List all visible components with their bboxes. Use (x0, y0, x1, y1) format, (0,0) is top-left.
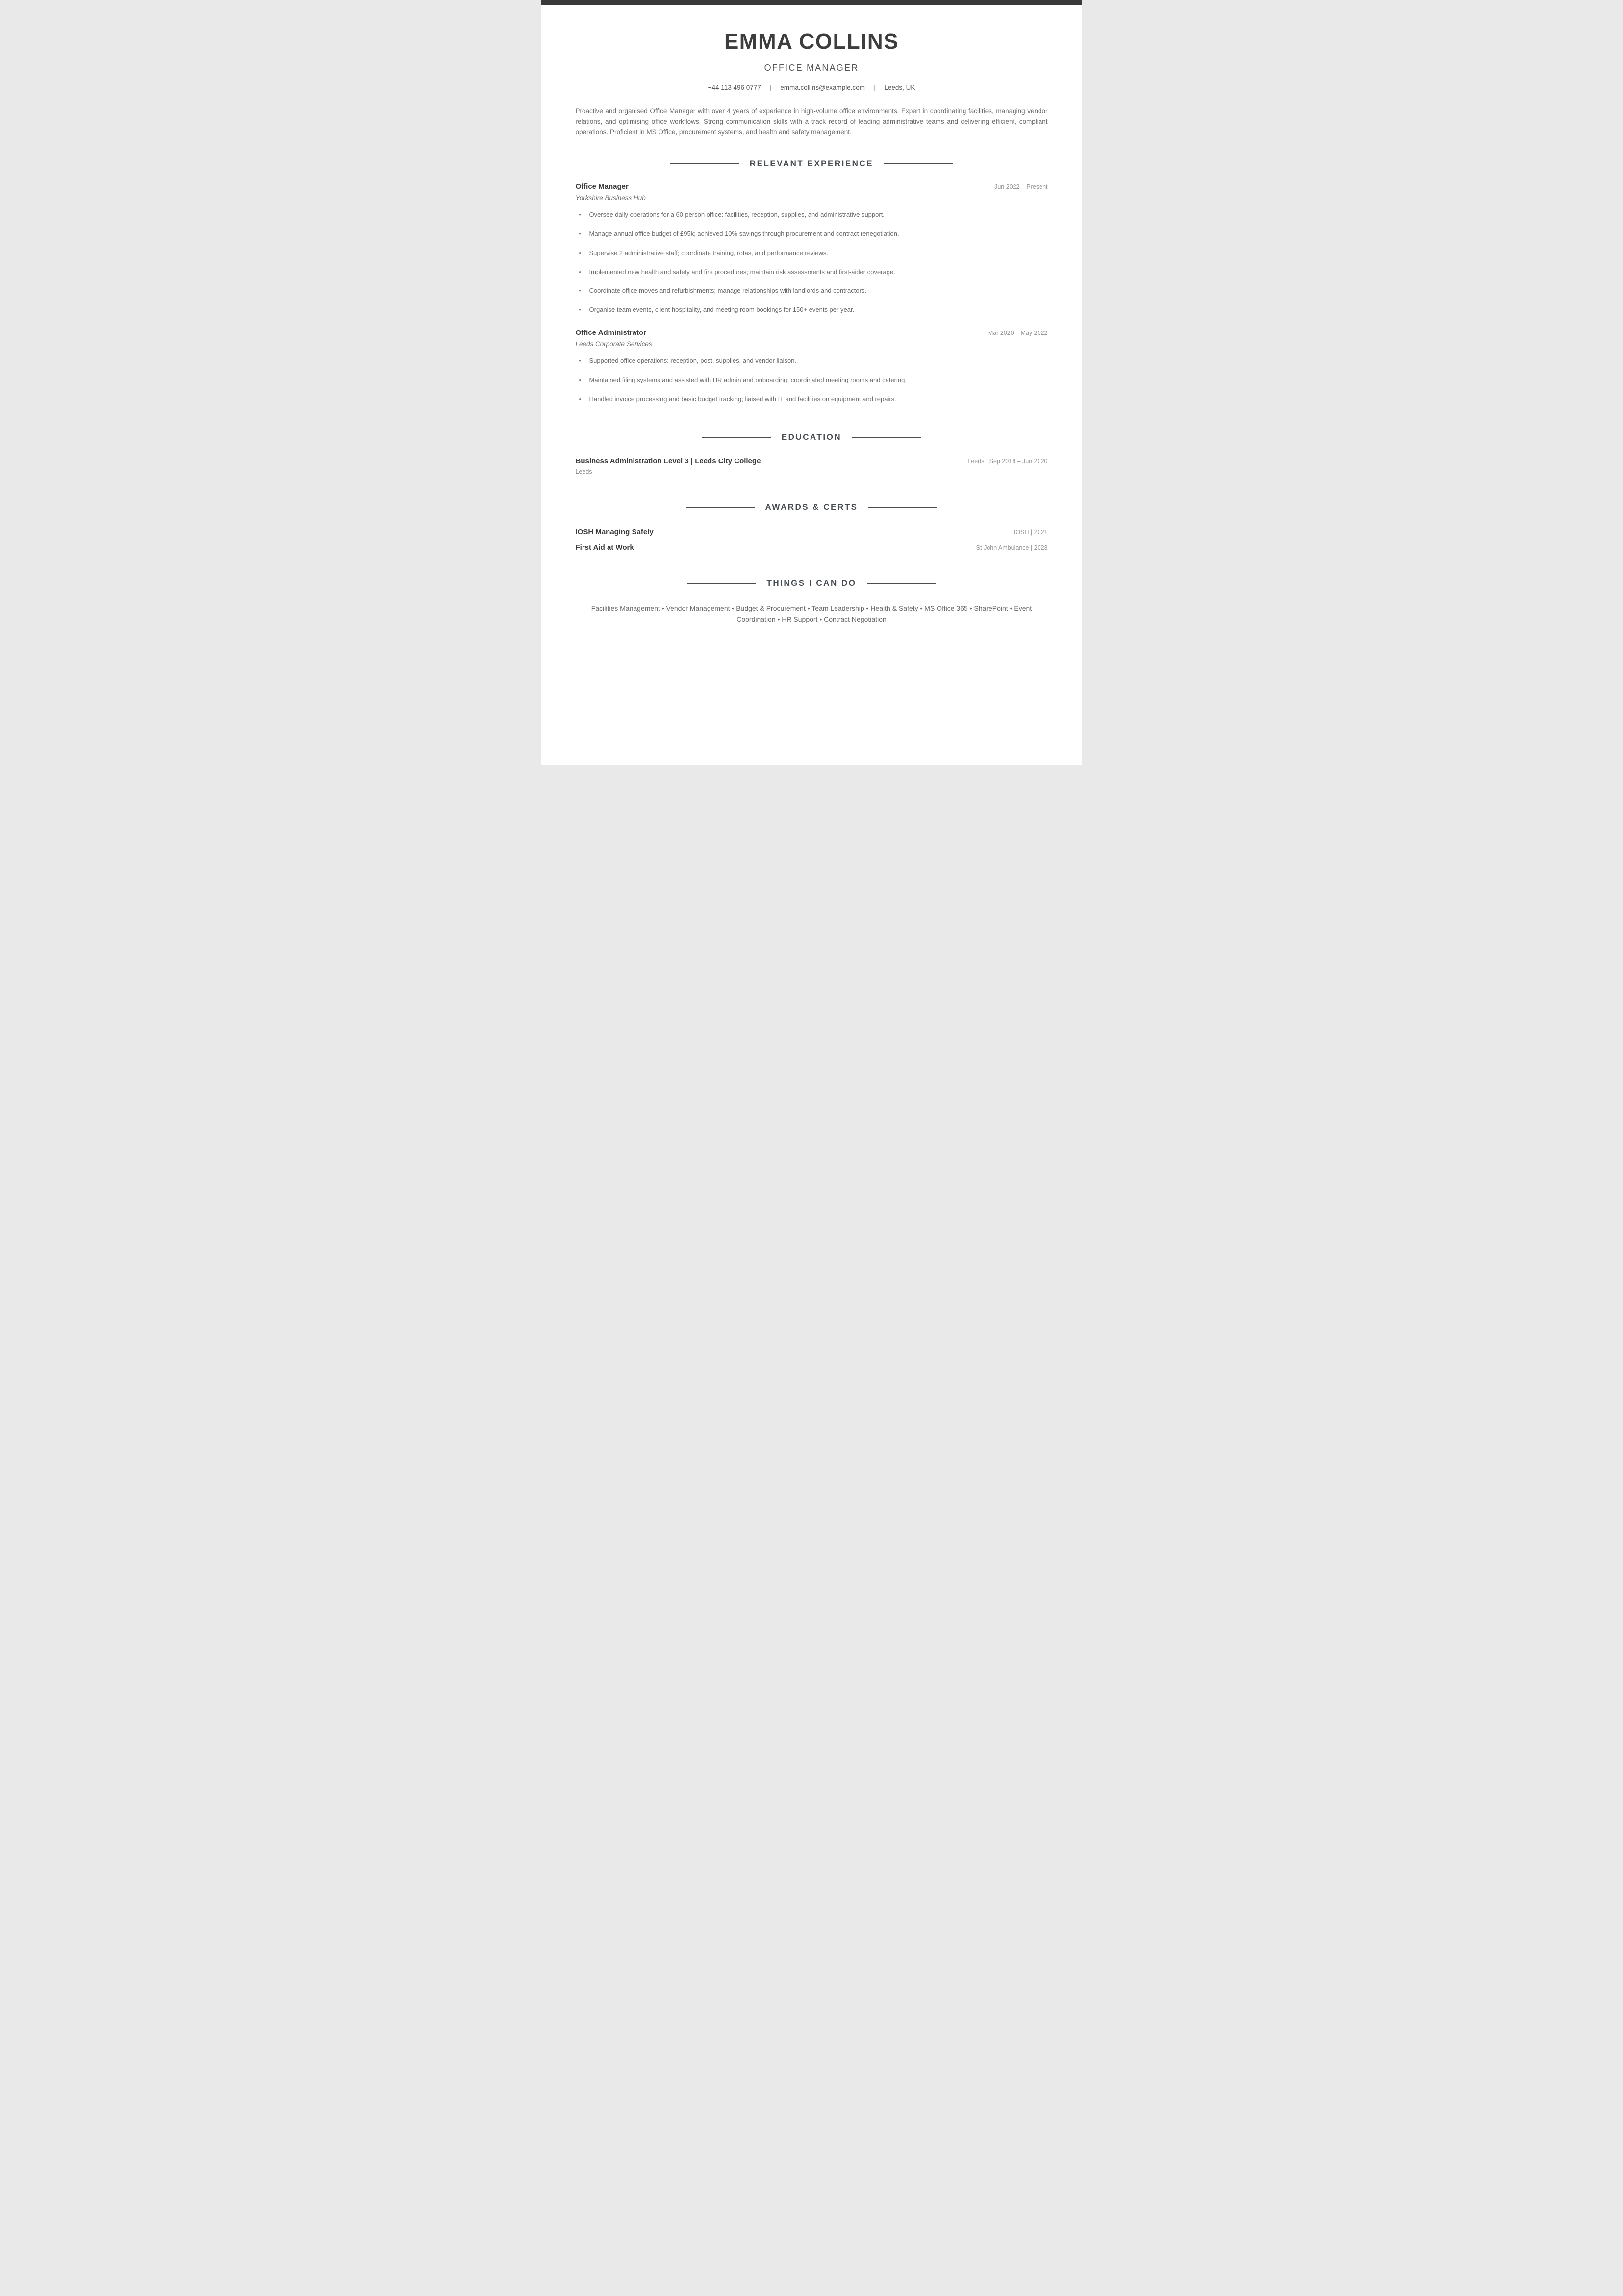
education-header-row (576, 457, 1048, 465)
job-bullet: • Handled invoice processing and basic budget tracking; liaised with IT and facilities on equipment and repairs. (576, 395, 1048, 404)
section-heading-skills (576, 578, 1048, 588)
education-meta: Leeds | Sep 2018 – Jun 2020 (967, 458, 1048, 465)
award-issuer: St John Ambulance | 2023 (976, 544, 1048, 551)
heading-rule-right (884, 163, 953, 164)
job-title: Office Manager (575, 182, 629, 191)
contact-location: Leeds, UK (884, 84, 915, 91)
education-degree: Business Administration Level 3 | Leeds City College (575, 457, 761, 465)
contact-separator: | (769, 84, 772, 91)
job-bullet: • Supervise 2 administrative staff; coordinate training, rotas, and performance reviews. (576, 249, 1048, 258)
heading-rule-right (868, 507, 937, 508)
award-name: First Aid at Work (575, 543, 634, 552)
resume-content (541, 5, 1082, 655)
job-company: Leeds Corporate Services (575, 340, 652, 348)
heading-rule-left (702, 437, 771, 438)
section-heading-awards (576, 502, 1048, 512)
award-row (576, 543, 1048, 552)
heading-rule-left (687, 583, 756, 584)
job-entry (576, 182, 1048, 315)
job-bullet: • Oversee daily operations for a 60-person office: facilities, reception, supplies, and administrative support. (576, 210, 1048, 220)
contact-separator: | (873, 84, 876, 91)
section-title: RELEVANT EXPERIENCE (749, 158, 874, 168)
job-title: Office Administrator (575, 329, 646, 337)
contact-phone: +44 113 496 0777 (708, 84, 761, 91)
education-location: Leeds (575, 468, 592, 475)
skills-text: Facilities Management • Vendor Management • Budget & Procurement • Team Leadership • Health & Safety • MS Office 365 • SharePoint • Event Coordination • HR Support • Contract Negotiation (591, 604, 1032, 623)
award-name: IOSH Managing Safely (575, 527, 654, 536)
job-bullet: • Implemented new health and safety and fire procedures; maintain risk assessments and first-aider coverage. (576, 268, 1048, 277)
resume-header (576, 5, 1048, 91)
candidate-job-title: OFFICE MANAGER (764, 63, 859, 73)
candidate-name: EMMA COLLINS (724, 29, 899, 53)
section-heading-education (576, 433, 1048, 442)
job-bullet-list (576, 357, 1048, 404)
section-title: AWARDS & CERTS (765, 502, 858, 511)
heading-rule-right (867, 583, 936, 584)
contact-email: emma.collins@example.com (780, 84, 865, 91)
job-entry (576, 329, 1048, 404)
job-bullet: • Organise team events, client hospitality, and meeting room bookings for 150+ events per year. (576, 306, 1048, 315)
job-bullet: • Coordinate office moves and refurbishments; manage relationships with landlords and contractors. (576, 286, 1048, 296)
contact-line (576, 84, 1048, 91)
job-bullet: • Maintained filing systems and assisted with HR admin and onboarding; coordinated meeting rooms and catering. (576, 376, 1048, 385)
job-bullet: • Manage annual office budget of £95k; achieved 10% savings through procurement and contract renegotiation. (576, 230, 1048, 239)
job-bullet: • Supported office operations: reception, post, supplies, and vendor liaison. (576, 357, 1048, 366)
resume-page (541, 0, 1082, 765)
job-header-row (576, 329, 1048, 337)
awards-list (576, 528, 1048, 552)
award-issuer: IOSH | 2021 (1014, 528, 1048, 536)
section-title: THINGS I CAN DO (766, 578, 857, 587)
profile-summary: Proactive and organised Office Manager with over 4 years of experience in high-volume office environments. Expert in coordinating facilities, managing vendor relations, and optimising office workflows. Strong communication skills with a track record of leading administrative teams and delivering efficient, compliant operations. Proficient in MS Office, procurement systems, and health and safety management. (575, 107, 1048, 136)
job-company: Yorkshire Business Hub (575, 194, 646, 202)
education-entry (576, 457, 1048, 475)
heading-rule-left (686, 507, 755, 508)
heading-rule-right (852, 437, 921, 438)
job-dates: Jun 2022 – Present (994, 183, 1048, 190)
award-row (576, 528, 1048, 536)
heading-rule-left (670, 163, 739, 164)
job-dates: Mar 2020 – May 2022 (988, 330, 1048, 337)
section-heading-experience (576, 159, 1048, 169)
top-accent-bar (541, 0, 1082, 5)
section-title: EDUCATION (781, 432, 842, 442)
job-header-row (576, 182, 1048, 191)
job-bullet-list (576, 210, 1048, 315)
